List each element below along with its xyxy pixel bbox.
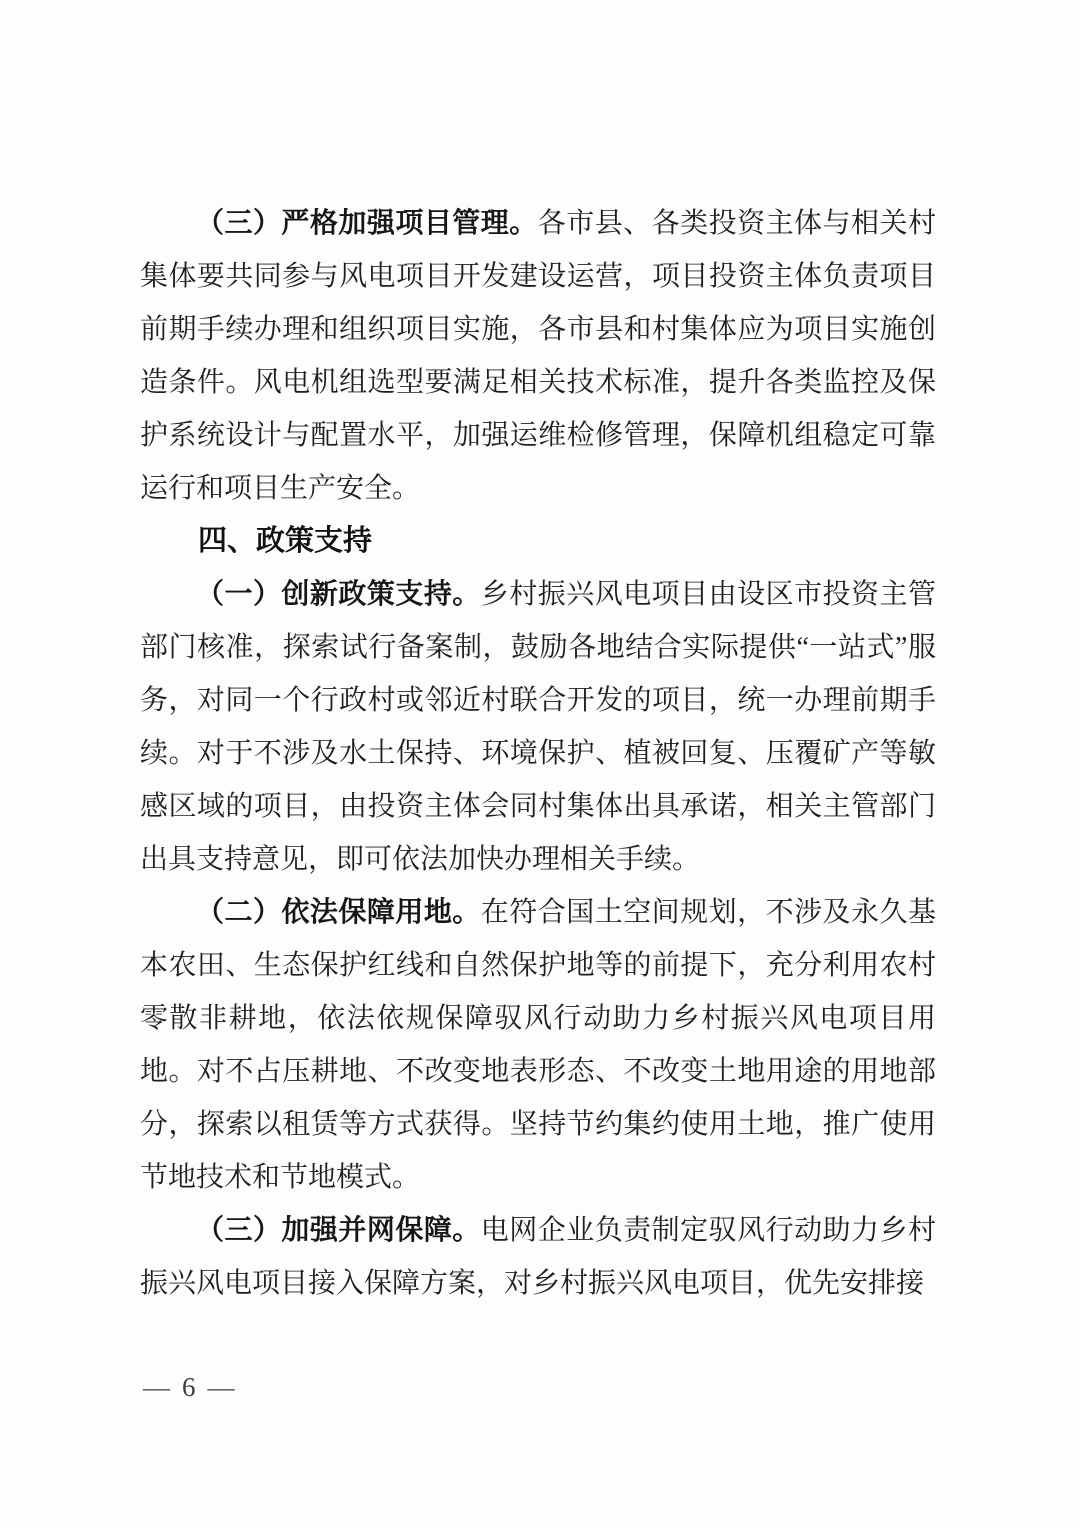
paragraph-project-management bbox=[140, 197, 936, 515]
paragraph-lead-project-management: （三）严格加强项目管理。 bbox=[196, 208, 538, 239]
paragraph-lead-land-guarantee: （二）依法保障用地。 bbox=[196, 897, 481, 928]
paragraph-text-land-guarantee: 在符合国土空间规划，不涉及永久基本农田、生态保护红线和自然保护地等的前提下，充分利用农村零散非耕地，依法依规保障驭风行动助力乡村振兴风电项目用地。对不占压耕地、不改变地表形态、不改变土地用途的用地部分，探索以租赁等方式获得。坚持节约集约使用土地，推广使用节地技术和节地模式。 bbox=[140, 897, 936, 1193]
document-body bbox=[140, 197, 936, 1310]
paragraph-lead-grid-connection: （三）加强并网保障。 bbox=[196, 1215, 481, 1246]
paragraph-grid-connection bbox=[140, 1204, 936, 1310]
page-number-dash-right: — bbox=[207, 1372, 235, 1402]
paragraph-text-grid-connection: 电网企业负责制定驭风行动助力乡村振兴风电项目接入保障方案，对乡村振兴风电项目，优先安排接 bbox=[140, 1215, 936, 1299]
paragraph-text-policy-support: 乡村振兴风电项目由设区市投资主管部门核准，探索试行备案制，鼓励各地结合实际提供“一站式”服务，对同一个行政村或邻近村联合开发的项目，统一办理前期手续。对于不涉及水土保持、环境保护、植被回复、压覆矿产等敏感区域的项目，由投资主体会同村集体出具承诺，相关主管部门出具支持意见，即可依法加快办理相关手续。 bbox=[140, 579, 936, 875]
page-number-value: 6 bbox=[182, 1372, 196, 1402]
section-heading-policy-support: 四、政策支持 bbox=[198, 525, 373, 557]
paragraph-lead-policy-support: （一）创新政策支持。 bbox=[196, 579, 481, 610]
paragraph-policy-support bbox=[140, 568, 936, 886]
page-number bbox=[143, 1372, 235, 1403]
paragraph-text-project-management: 各市县、各类投资主体与相关村集体要共同参与风电项目开发建设运营，项目投资主体负责项目前期手续办理和组织项目实施，各市县和村集体应为项目实施创造条件。风电机组选型要满足相关技术标准，提升各类监控及保护系统设计与配置水平，加强运维检修管理，保障机组稳定可靠运行和项目生产安全。 bbox=[140, 208, 936, 504]
page-number-dash-left: — bbox=[143, 1372, 170, 1402]
paragraph-land-guarantee bbox=[140, 886, 936, 1204]
